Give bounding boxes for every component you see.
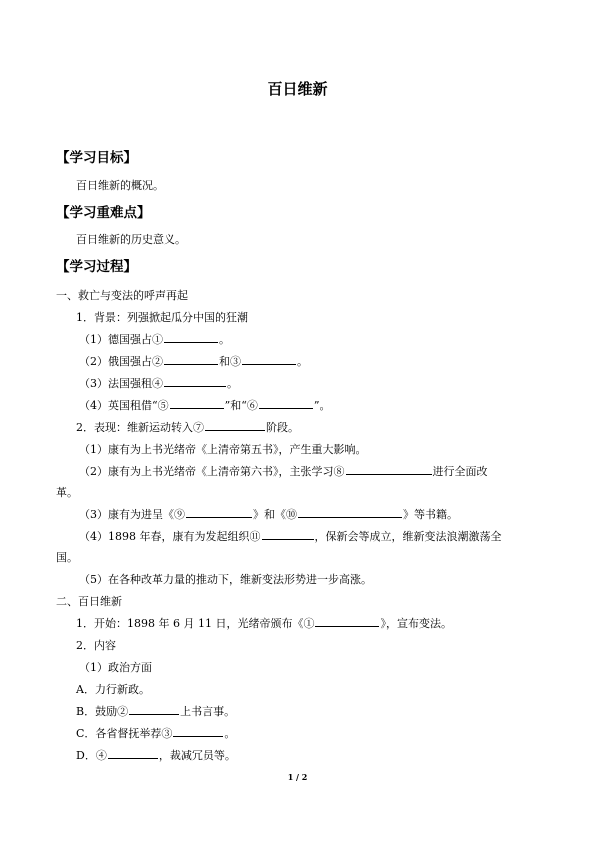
blank-5 xyxy=(170,397,224,409)
blank-7 xyxy=(205,419,265,431)
item-c-text: C．各省督抚举荐③ xyxy=(76,727,173,740)
item-sixth-memorial-cont: 革。 xyxy=(56,486,78,499)
item-political: （1）政治方面 xyxy=(79,661,152,674)
blank-s2-3 xyxy=(173,725,223,737)
item-france-text: （3）法国强租④ xyxy=(79,377,163,390)
item-russia: （2）俄国强占② 和③ 。 xyxy=(79,355,308,368)
item-1898-spring-cont: 国。 xyxy=(56,551,78,564)
item-background: 1．背景：列强掀起瓜分中国的狂潮 xyxy=(76,311,248,324)
heading-keypoints: 【学习重难点】 xyxy=(56,205,151,221)
blank-s2-1 xyxy=(315,615,379,627)
item-fifth-memorial: （1）康有为上书光绪帝《上清帝第五书》，产生重大影响。 xyxy=(79,443,367,456)
section-1-heading: 一、救亡与变法的呼声再起 xyxy=(56,289,188,302)
page-number: 1 / 2 xyxy=(287,772,308,782)
blank-1 xyxy=(164,331,218,343)
item-books: （3）康有为进呈《⑨ 》和《⑩ 》等书籍。 xyxy=(79,508,458,521)
blank-11 xyxy=(262,528,314,540)
item-content: 2．内容 xyxy=(76,639,116,652)
item-performance-text: 2．表现：维新运动转入⑦ xyxy=(76,421,204,434)
item-a: A．力行新政。 xyxy=(76,683,150,696)
blank-4 xyxy=(164,375,226,387)
blank-s2-2 xyxy=(129,703,179,715)
item-france: （3）法国强租④ 。 xyxy=(79,377,238,390)
item-reform-forces: （5）在各种改革力量的推动下，维新变法形势进一步高涨。 xyxy=(79,573,372,586)
item-sixth-memorial-text: （2）康有为上书光绪帝《上清帝第六书》，主张学习⑧ xyxy=(79,465,345,478)
item-d-text: D．④ xyxy=(76,749,107,762)
heading-process: 【学习过程】 xyxy=(56,259,137,275)
item-britain-text: （4）英国租借“⑤ xyxy=(79,399,169,412)
blank-3 xyxy=(242,353,296,365)
item-c: C．各省督抚举荐③ 。 xyxy=(76,727,236,740)
item-russia-text: （2）俄国强占② xyxy=(79,355,163,368)
blank-10 xyxy=(298,506,402,518)
blank-s2-4 xyxy=(108,747,158,759)
section-2-heading: 二、百日维新 xyxy=(56,595,122,608)
item-sixth-memorial: （2）康有为上书光绪帝《上清帝第六书》，主张学习⑧ 进行全面改 xyxy=(79,465,488,478)
item-britain: （4）英国租借“⑤ ”和“⑥ ”。 xyxy=(79,399,331,412)
item-1898-spring: （4）1898 年春，康有为发起组织⑪ ，保新会等成立，维新变法浪潮激荡全 xyxy=(79,530,502,543)
blank-2 xyxy=(164,353,218,365)
objectives-text: 百日维新的概况。 xyxy=(76,179,164,192)
item-performance: 2．表现：维新运动转入⑦ 阶段。 xyxy=(76,421,299,434)
item-start-text: 1．开始：1898 年 6 月 11 日，光绪帝颁布《① xyxy=(76,617,315,630)
heading-objectives: 【学习目标】 xyxy=(56,150,137,166)
item-d: D．④ ，裁减冗员等。 xyxy=(76,749,236,762)
page-title: 百日维新 xyxy=(267,80,328,98)
item-1898-spring-text: （4）1898 年春，康有为发起组织⑪ xyxy=(79,530,261,543)
item-germany-text: （1）德国强占① xyxy=(79,333,163,346)
blank-6 xyxy=(259,397,313,409)
blank-8 xyxy=(346,463,432,475)
item-b: B．鼓励② 上书言事。 xyxy=(76,705,236,718)
item-start: 1．开始：1898 年 6 月 11 日，光绪帝颁布《① 》，宣布变法。 xyxy=(76,617,452,630)
item-books-text: （3）康有为进呈《⑨ xyxy=(79,508,185,521)
item-b-text: B．鼓励② xyxy=(76,705,129,718)
blank-9 xyxy=(186,506,252,518)
keypoints-text: 百日维新的历史意义。 xyxy=(76,233,186,246)
item-germany: （1）德国强占① 。 xyxy=(79,333,230,346)
